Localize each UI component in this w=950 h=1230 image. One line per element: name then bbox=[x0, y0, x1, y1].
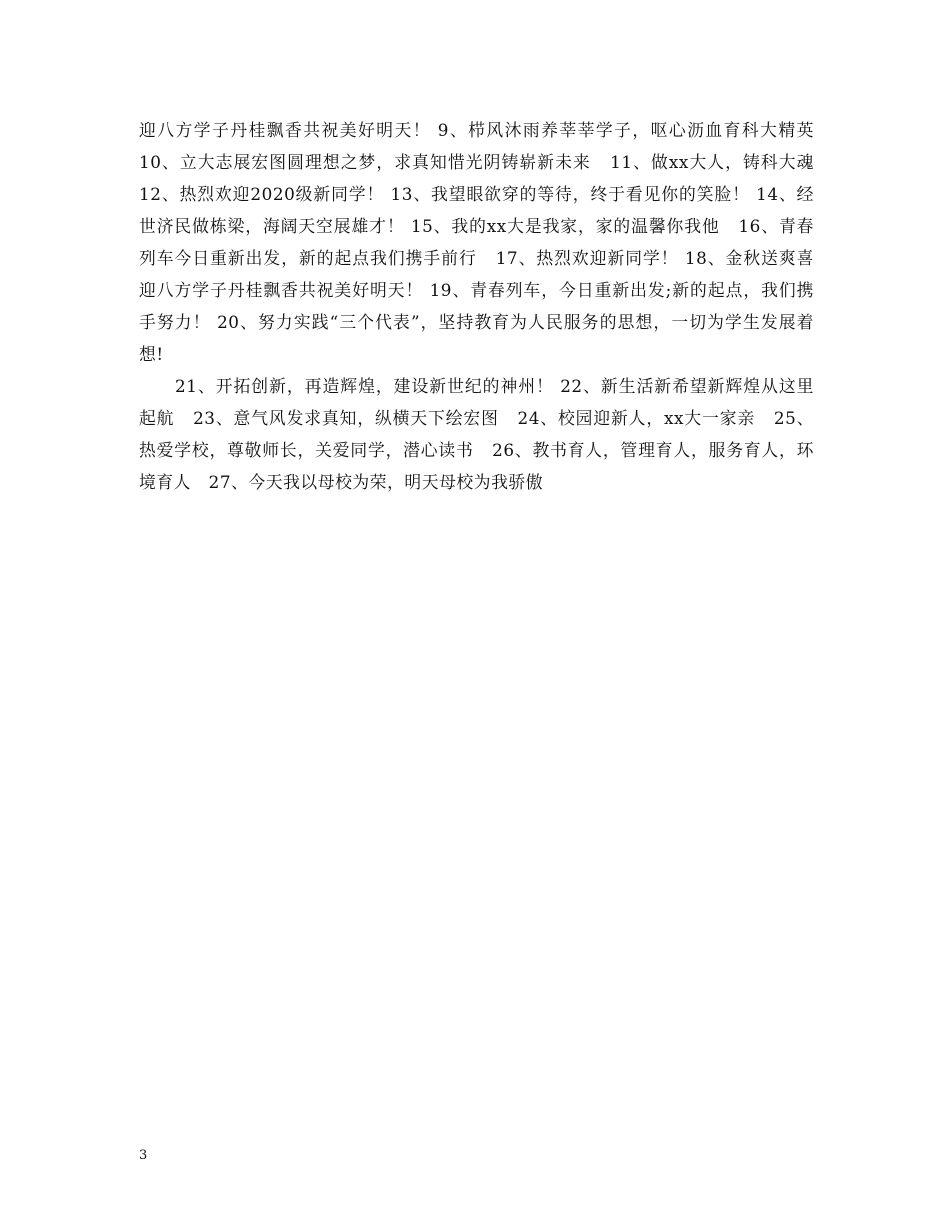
document-body bbox=[139, 114, 832, 498]
paragraph-1: 迎八方学子丹桂飘香共祝美好明天！ 9、栉风沐雨养莘莘学子，呕心沥血育科大精英 10、立大志展宏图圆理想之梦，求真知惜光阴铸崭新未来 11、做xx大人，铸科大魂 12、热烈欢迎2020级新同学！ 13、我望眼欲穿的等待，终于看见你的笑脸！ 14、经世济民做栋梁，海阔天空展雄才！ 15、我的xx大是我家，家的温馨你我他 16、青春列车今日重新出发，新的起点我们携手前行 17、热烈欢迎新同学！ 18、金秋送爽喜迎八方学子丹桂飘香共祝美好明天！ 19、青春列车，今日重新出发;新的起点，我们携手努力！ 20、努力实践“三个代表”，坚持教育为人民服务的思想，一切为学生发展着想! bbox=[139, 120, 832, 364]
page-number: 3 bbox=[139, 1148, 148, 1163]
paragraph-2: 21、开拓创新，再造辉煌，建设新世纪的神州！ 22、新生活新希望新辉煌从这里起航 23、意气风发求真知，纵横天下绘宏图 24、校园迎新人，xx大一家亲 25、热爱学校，尊敬师长，关爱同学，潜心读书 26、教书育人，管理育人，服务育人，环境育人 27、今天我以母校为荣，明天母校为我骄傲 bbox=[139, 376, 814, 492]
